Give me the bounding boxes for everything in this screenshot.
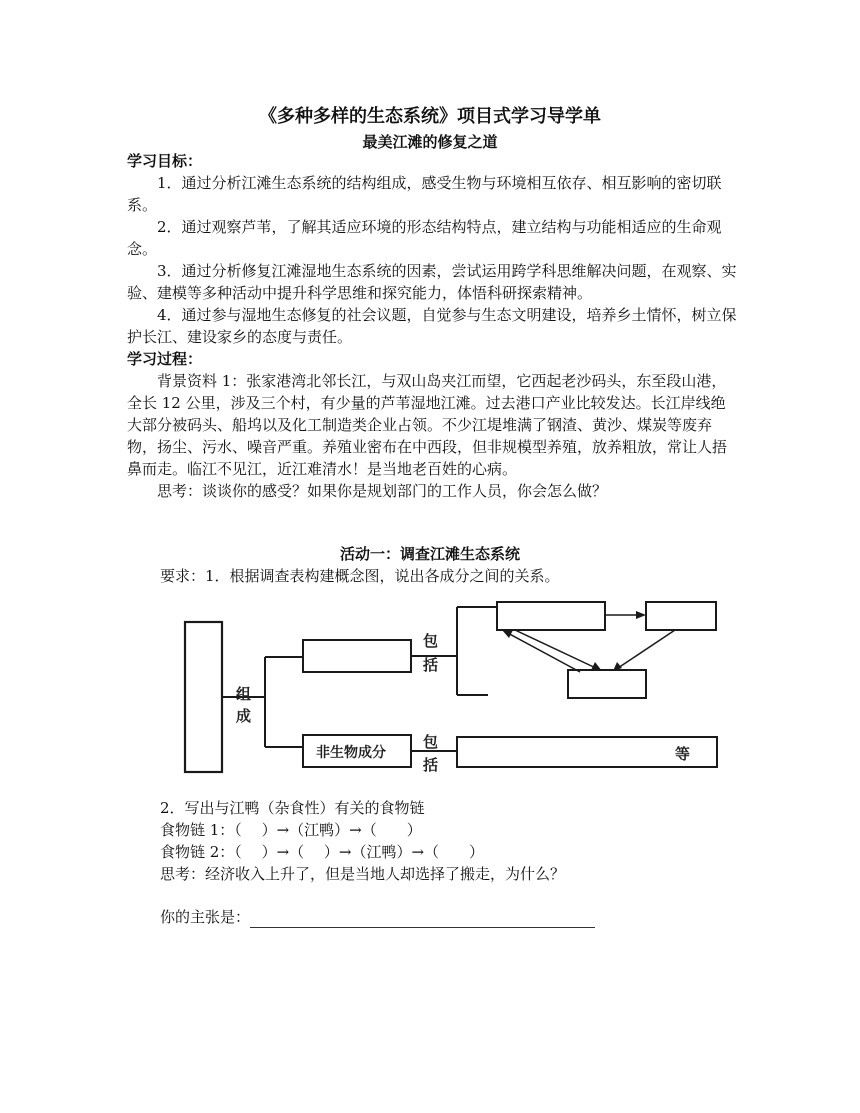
goal-item: 1．通过分析江滩生态系统的结构组成，感受生物与环境相互依存、相互影响的密切联系。 bbox=[127, 174, 722, 214]
include-label-bottom-1: 包 bbox=[423, 733, 439, 751]
include-label-top-1: 包 bbox=[423, 632, 439, 650]
claim-answer-line[interactable] bbox=[250, 911, 595, 928]
concept-map-diagram bbox=[170, 592, 730, 782]
background-paragraph: 背景资料 1：张家港湾北邻长江，与双山岛夹江而望，它西起老沙码头，东至段山港，全长 12 公里，涉及三个村，有少量的芦苇湿地江滩。过去港口产业比较发达。长江岸线绝大部分被码头、船坞以及化工制造类企业占领。不少江堤堆满了钢渣、黄沙、煤炭等废弃物，扬尘、污水、噪音严重。养殖业密布在中西段，但非规模型养殖，放养粗放，常让人捂鼻而走。临江不见江，近江难清水！是当地老百姓的心病。 bbox=[127, 372, 728, 478]
arrow-producer-decomposer bbox=[515, 630, 600, 670]
goal-item: 3．通过分析修复江滩湿地生态系统的因素，尝试运用跨学科思维解决问题，在观察、实验、建模等多种活动中提升科学思维和探究能力，体悟科研探索精神。 bbox=[127, 262, 737, 302]
think-question-2: 思考：经济收入上升了，但是当地人却选择了搬走，为什么？ bbox=[160, 865, 566, 883]
food-chain-2: 食物链 2：（ ）→（ ）→（江鸭）→（ ） bbox=[160, 843, 485, 861]
process-heading: 学习过程： bbox=[127, 350, 203, 368]
producer-box bbox=[497, 602, 605, 630]
item-2-text: 2．写出与江鸭（杂食性）有关的食物链 bbox=[160, 799, 425, 817]
food-chain-1: 食物链 1：（ ）→（江鸭）→（ ） bbox=[160, 821, 422, 839]
page-title: 《多种多样的生态系统》项目式学习导学单 bbox=[259, 106, 601, 127]
think-question-1: 思考：谈谈你的感受？如果你是规划部门的工作人员，你会怎么做？ bbox=[157, 482, 608, 500]
include-label-top-2: 括 bbox=[423, 656, 439, 674]
composed-label-2: 成 bbox=[236, 707, 252, 725]
include-label-bottom-2: 括 bbox=[423, 756, 439, 774]
goal-item: 4．通过参与湿地生态修复的社会议题，自觉参与生态文明建设，培养乡土情怀，树立保护长江、建设家乡的态度与责任。 bbox=[127, 306, 737, 346]
etc-label: 等 bbox=[675, 745, 691, 763]
goals-section bbox=[127, 150, 737, 502]
arrow-consumer-decomposer bbox=[615, 630, 675, 670]
decomposer-box bbox=[568, 670, 646, 698]
goal-item: 2．通过观察芦苇，了解其适应环境的形态结构特点，建立结构与功能相适应的生命观念。 bbox=[127, 218, 722, 258]
activity-title: 活动一：调查江滩生态系统 bbox=[339, 545, 520, 563]
biotic-box bbox=[303, 640, 411, 672]
claim-label: 你的主张是： bbox=[160, 908, 251, 926]
ecosystem-box bbox=[185, 622, 222, 772]
composed-label-1: 组 bbox=[236, 685, 252, 703]
goals-heading: 学习目标： bbox=[127, 152, 203, 170]
abiotic-label: 非生物成分 bbox=[316, 745, 386, 761]
requirement-text: 要求：1．根据调查表构建概念图，说出各成分之间的关系。 bbox=[160, 567, 560, 585]
consumer-box bbox=[646, 602, 716, 630]
claim-row bbox=[160, 906, 595, 928]
page-subtitle: 最美江滩的修复之道 bbox=[362, 133, 498, 151]
arrow-decomposer-producer bbox=[504, 631, 580, 672]
